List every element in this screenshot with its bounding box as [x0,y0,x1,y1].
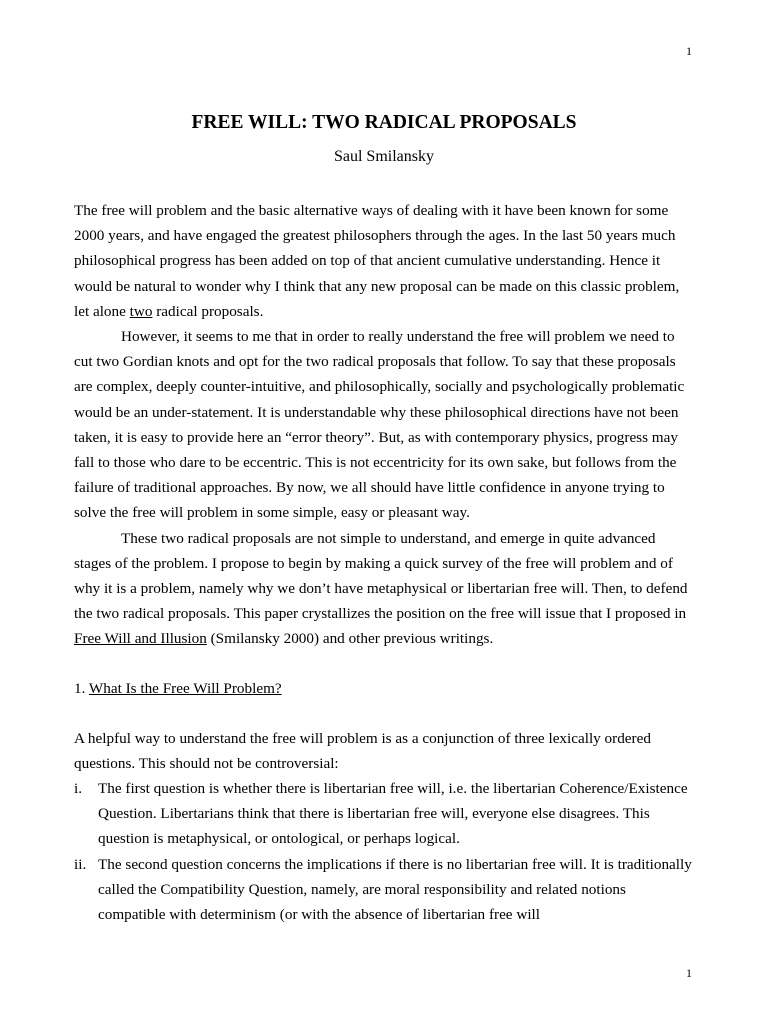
underlined-two: two [129,302,153,320]
paragraph-2: However, it seems to me that in order to really understand the free will problem we need to cut two Gordian knots and opt for the two radical proposals that follow. To say that these proposals are complex, deeply counter-intuitive, and philosophically, socially and psychologically problematic would be an under-statement. It is understandable why these philosophical directions have not been taken, it is easy to provide here an “error theory”. But, as with contemporary physics, progress may fall to those who dare to be eccentric. This is not eccentricity for its own sake, but follows from the failure of traditional approaches. By now, we all should have little confidence in anyone trying to solve the free will problem in some simple, easy or pleasant way. [74,328,685,522]
section-heading: 1. What Is the Free Will Problem? [74,680,282,697]
intro-body [74,198,694,652]
paragraph-1: The free will problem and the basic alternative ways of dealing with it have been known for some 2000 years, and have engaged the greatest philosophers through the ages. In the last 50 years much philosophical progress has been added on top of that ancient cumulative understanding. Hence it would be natural to wonder why I think that any new proposal can be made on this classic problem, let alone two radical proposals. [74,202,680,320]
page-number-bottom: 1 [686,966,692,980]
list-item: i. The first question is whether there is libertarian free will, i.e. the libertarian Coherence/Existence Question. Libertarians think that there is libertarian free will, everyone else disagrees. This question is metaphysical, or ontological, or perhaps logical. [74,780,688,848]
book-title-link: Free Will and Illusion [74,630,207,648]
page-number-top: 1 [686,44,692,58]
paper-title: FREE WILL: TWO RADICAL PROPOSALS [191,112,577,133]
question-list [74,776,694,927]
paragraph-4: A helpful way to understand the free will problem is as a conjunction of three lexically ordered questions. This should not be controversial: [74,730,651,773]
paragraph-3: These two radical proposals are not simple to understand, and emerge in quite advanced stages of the problem. I propose to begin by making a quick survey of the free will problem and of why it is a problem, namely why we don’t have metaphysical or libertarian free will. Then, to defend the two radical proposals. This paper crystallizes the position on the free will issue that I proposed in Free Will and Illusion (Smilansky 2000) and other previous writings. [74,529,688,648]
section-title: What Is the Free Will Problem? [88,680,282,697]
list-item: ii. The second question concerns the implications if there is no libertarian free will. It is traditionally called the Compatibility Question, namely, are moral responsibility and related notions compatible with determinism (or with the absence of libertarian free will [74,855,692,924]
author-name: Saul Smilansky [333,148,434,165]
